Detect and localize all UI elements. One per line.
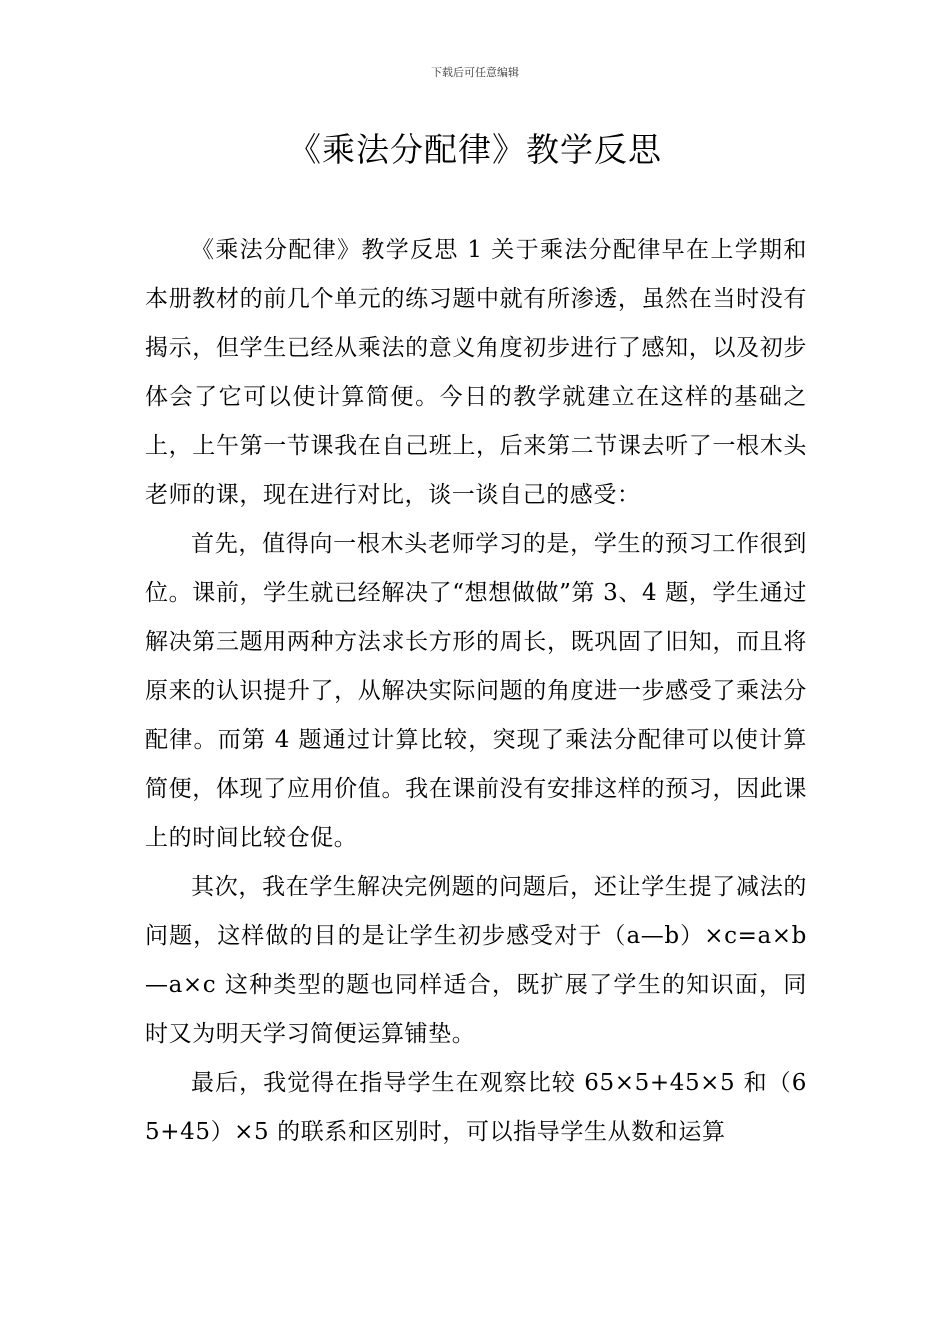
header-note: 下载后可任意编辑	[431, 66, 519, 79]
paragraph-intro: 《乘法分配律》教学反思 1 关于乘法分配律早在上学期和本册教材的前几个单元的练习题中就有所渗透，虽然在当时没有揭示，但学生已经从乘法的意义角度初步进行了感知，以及初步体会了它可以使计算简便。今日的教学就建立在这样的基础之上，上午第一节课我在自己班上，后来第二节课去听了一根木头老师的课，现在进行对比，谈一谈自己的感受：	[145, 237, 807, 508]
page-title: 《乘法分配律》教学反思	[288, 130, 662, 169]
document-body	[145, 226, 807, 1157]
paragraph-second: 其次，我在学生解决完例题的问题后，还让学生提了减法的问题，这样做的目的是让学生初步感受对于（a—b）×c=a×b—a×c 这种类型的题也同样适合，既扩展了学生的知识面，同时又为明天学习简便运算铺垫。	[145, 874, 807, 1047]
paragraph-last: 最后，我觉得在指导学生在观察比较 65×5+45×5 和（65+45）×5 的联系和区别时，可以指导学生从数和运算	[145, 1070, 807, 1145]
paragraph-first: 首先，值得向一根木头老师学习的是，学生的预习工作很到位。课前，学生就已经解决了“想想做做”第 3、4 题，学生通过解决第三题用两种方法求长方形的周长，既巩固了旧知，而且将原来的认识提升了，从解决实际问题的角度进一步感受了乘法分配律。而第 4 题通过计算比较，突现了乘法分配律可以使计算简便，体现了应用价值。我在课前没有安排这样的预习，因此课上的时间比较仓促。	[145, 531, 807, 851]
